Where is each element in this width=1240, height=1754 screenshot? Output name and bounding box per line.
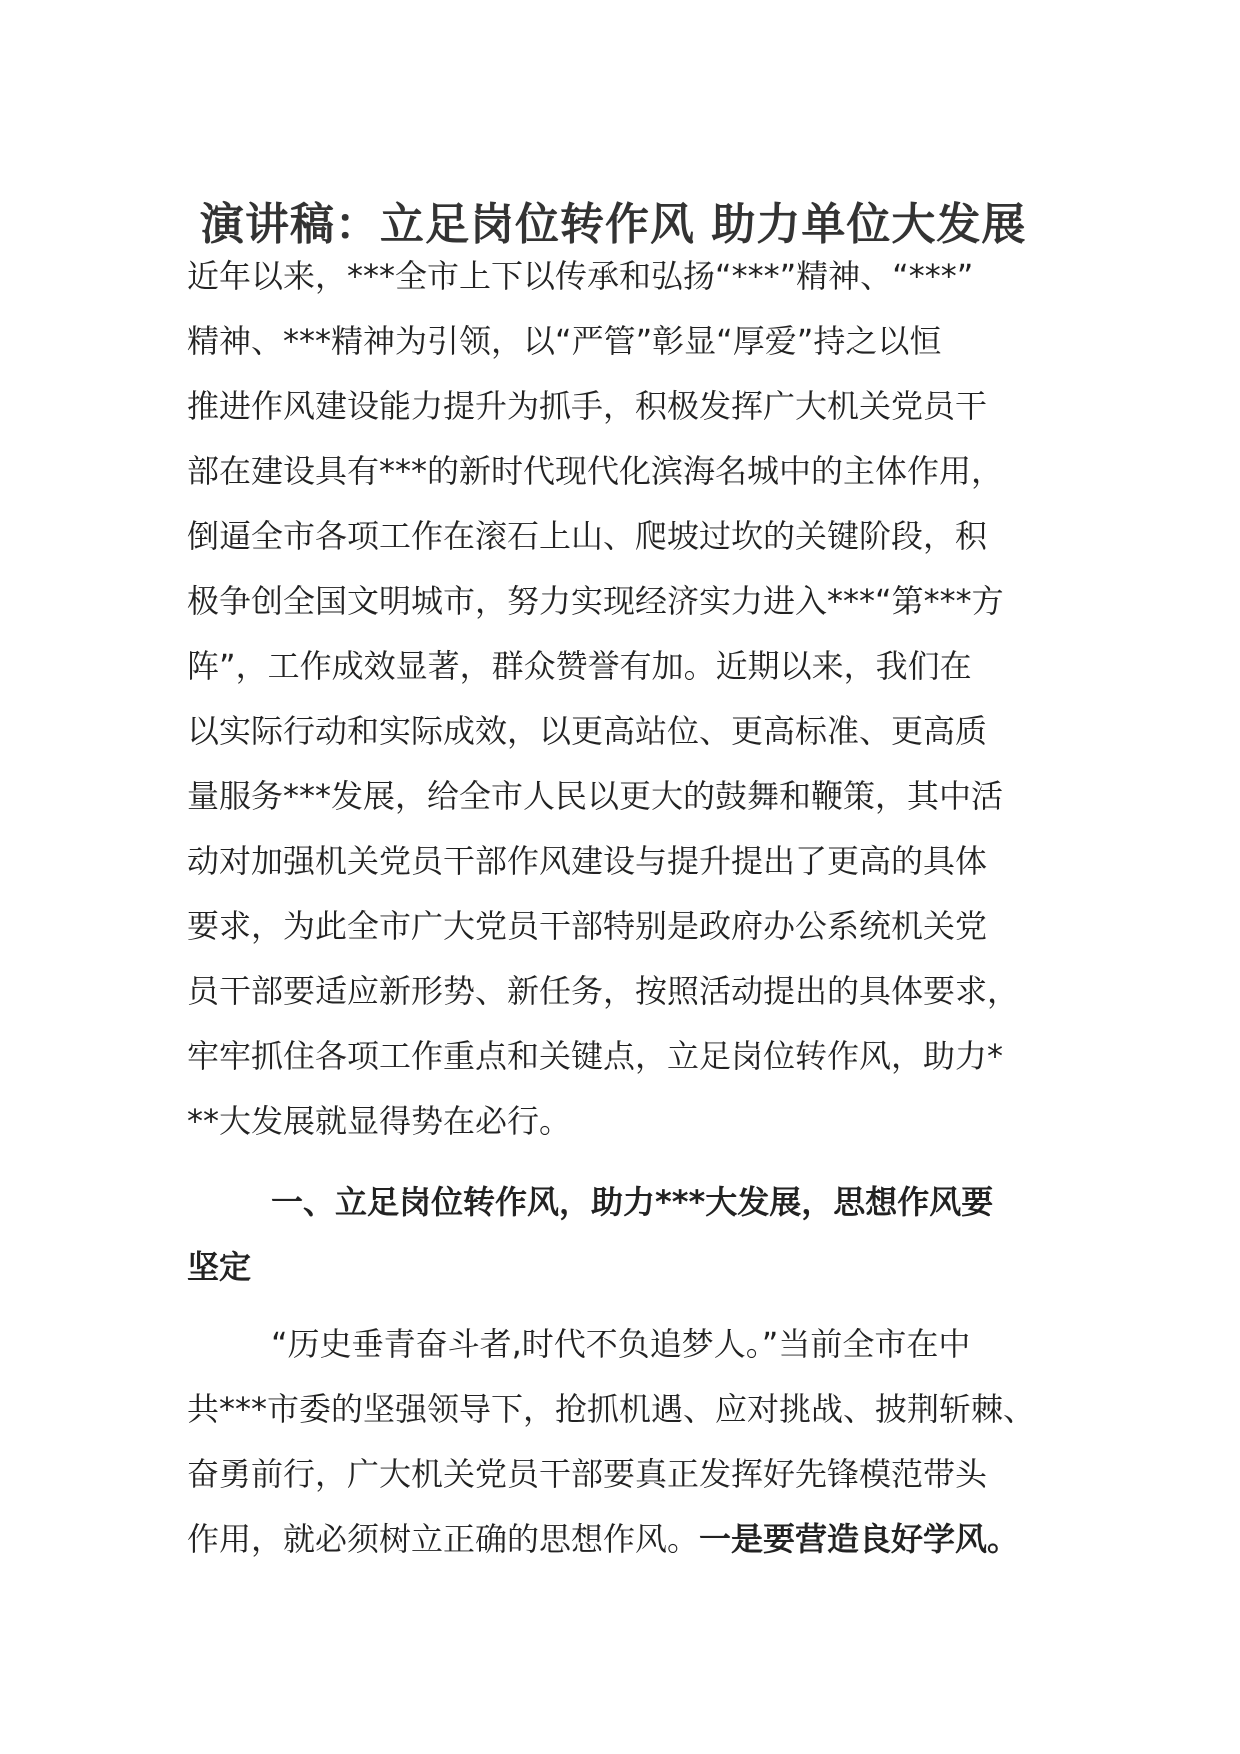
paragraph-line: 奋勇前行，广大机关党员干部要真正发挥好先锋模范带头 [187,1455,988,1493]
paragraph-line: 近年以来，***全市上下以传承和弘扬“***”精神、“***” [187,257,974,295]
paragraph-line: 共***市委的坚强领导下，抢抓机遇、应对挑战、披荆斩棘、 [187,1390,1036,1428]
paragraph-line: 动对加强机关党员干部作风建设与提升提出了更高的具体 [187,842,988,880]
paragraph-line: 要求，为此全市广大党员干部特别是政府办公系统机关党 [187,907,988,945]
paragraph-line: 倒逼全市各项工作在滚石上山、爬坡过坎的关键阶段，积 [187,517,988,555]
paragraph-text: 作用，就必须树立正确的思想作风。 [187,1520,700,1558]
paragraph-line [187,1507,1067,1572]
paragraph-line: **大发展就显得势在必行。 [187,1102,572,1140]
paragraph-line: 阵”，工作成效显著，群众赞誉有加。近期以来，我们在 [187,647,972,685]
paragraph-line: 以实际行动和实际成效，以更高站位、更高标准、更高质 [187,712,988,750]
paragraph-line: 推进作风建设能力提升为抓手，积极发挥广大机关党员干 [187,387,988,425]
paragraph-line: 牢牢抓住各项工作重点和关键点，立足岗位转作风，助力* [187,1037,1004,1075]
document-body [187,244,1067,1572]
section-heading-line: 一、立足岗位转作风，助力***大发展，思想作风要 [271,1183,994,1221]
section-heading-line: 坚定 [187,1248,252,1286]
paragraph-line: 部在建设具有***的新时代现代化滨海名城中的主体作用， [187,452,1004,490]
paragraph-line: 量服务***发展，给全市人民以更大的鼓舞和鞭策，其中活 [187,777,1004,815]
paragraph-line: 精神、***精神为引领，以“严管”彰显“厚爱”持之以恒 [187,322,942,360]
paragraph-line: “历史垂青奋斗者,时代不负追梦人。”当前全市在中 [271,1325,971,1363]
bold-lead-text: 一是要营造良好学风。 [699,1520,1020,1558]
paragraph-line: 极争创全国文明城市，努力实现经济实力进入***“第***方 [187,582,1004,620]
paragraph-line: 员干部要适应新形势、新任务，按照活动提出的具体要求， [187,972,1020,1010]
document-title: 演讲稿：立足岗位转作风 助力单位大发展 [200,199,1027,250]
